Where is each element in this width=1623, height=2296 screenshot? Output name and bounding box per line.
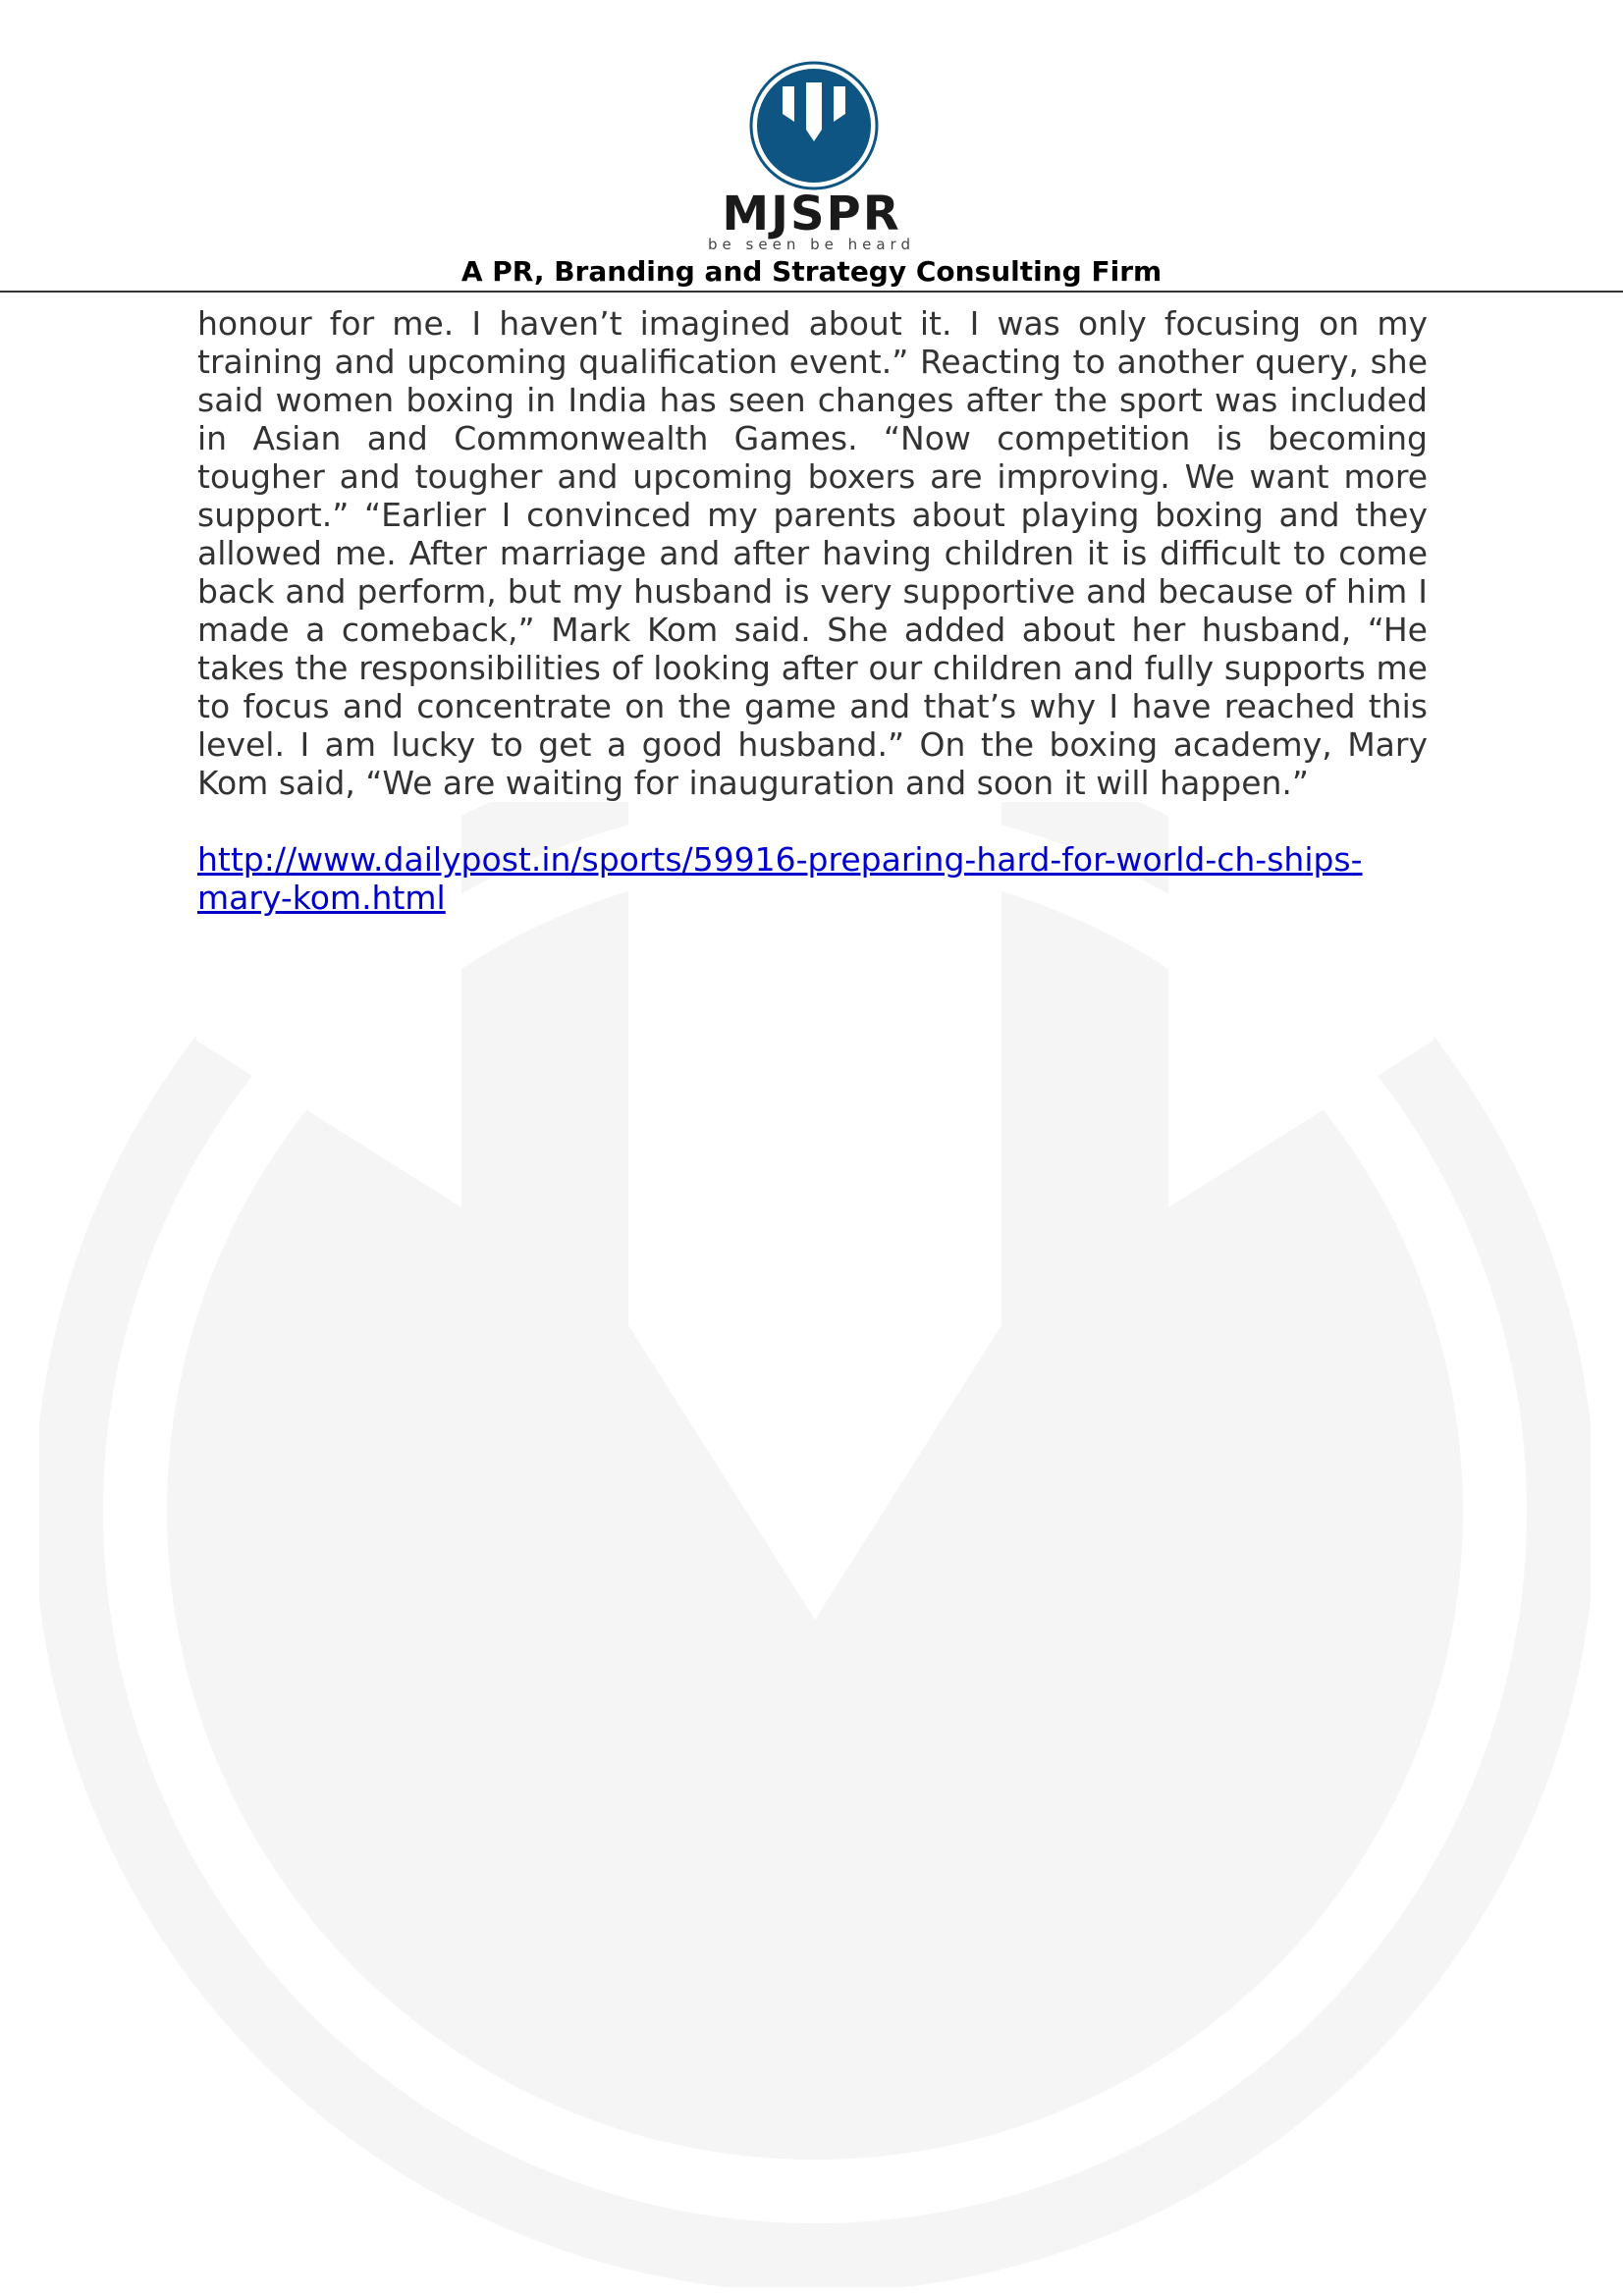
page-header	[0, 0, 1623, 293]
article-paragraph: honour for me. I haven’t imagined about it. I was only focusing on my training and upcoming qualification event.” Reacting to another query, she said women boxing in India has seen changes after the sport was included in Asian and Commonwealth Games. “Now competition is becoming tougher and tougher and upcoming boxers are improving. We want more support.” “Earlier I convinced my parents about playing boxing and they allowed me. After marriage and after having children it is difficult to come back and perform, but my husband is very supportive and because of him I made a comeback,” Mark Kom said. She added about her husband, “He takes the responsibilities of looking after our children and fully supports me to focus and concentrate on the game and that’s why I have reached this level. I am lucky to get a good husband.” On the boxing academy, Mary Kom said, “We are waiting for inauguration and soon it will happen.”	[197, 304, 1428, 802]
source-link[interactable]: http://www.dailypost.in/sports/59916-preparing-hard-for-world-ch-ships-mary-kom.html	[197, 840, 1363, 917]
logo-wordmark: MJSPR	[722, 187, 901, 241]
logo-tagline: be seen be heard	[708, 236, 915, 253]
watermark-logo-icon	[39, 736, 1591, 2287]
header-divider	[0, 291, 1623, 293]
firm-description: A PR, Branding and Strategy Consulting Firm	[460, 255, 1163, 288]
article-content	[197, 304, 1428, 917]
mjspr-logo-icon	[749, 61, 879, 190]
